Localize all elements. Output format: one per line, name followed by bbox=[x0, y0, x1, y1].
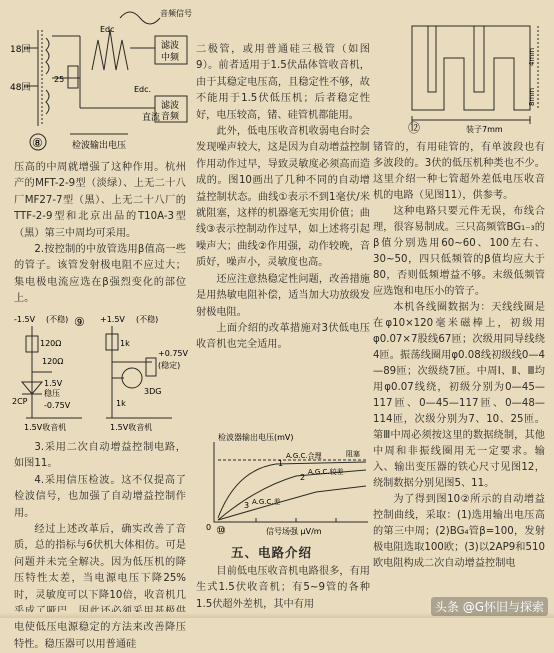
fig10-ylabel: 检波器输出电压(mV) bbox=[218, 433, 294, 442]
paragraph: 本机各线圈数据为：天线线圈是在φ10×120毫米磁棒上，初级用φ0.07×7股线67匝；次级用同导线绕4匝。振荡线圈用φ0.08线初级线0—4—89匝；次级绕7匝。中周Ⅰ、Ⅱ、Ⅲ均用φ0.07线绕，初级分别为0—45—117匝、0—45—117匝、0—48—114匝，次级分别为7、10、25匝。第Ⅲ中周必须按这里的数据绕制，其他中周和非振线圈用无一定要求。输入、输出变压器的铁心尺寸见图12，绕制数据分别见图5、11。 bbox=[373, 302, 545, 489]
fig8-dc: 直流 bbox=[142, 113, 161, 123]
figure-9-circuit-diagram bbox=[12, 312, 192, 434]
fig10-curve1: 1 bbox=[278, 459, 284, 468]
column-2-bottom bbox=[196, 564, 370, 613]
column-3 bbox=[373, 140, 545, 572]
fig9-bottom-right: 1.5V收音机 bbox=[110, 423, 153, 432]
paragraph: 锗管的，有用硅管的，有单波段也有多波段的。3伏的低压机种类也不少。这里介绍一种七管超外差低电压收音机的电路（见图11），供参考。 bbox=[373, 142, 545, 201]
column-2-top bbox=[196, 42, 370, 354]
fig9-right-note: (不稳) bbox=[136, 315, 159, 324]
fig9-left-cap2: 稳压 bbox=[44, 389, 60, 398]
paragraph: 这种电路只要元件无误，布线合理，很容易制成。三只高频管BG₁₋₃的β值分别选用60~60、100左右、30~50，四只低频管的β值均应大于80，否则低频增益不够。末级低频管应选饱和电压小的管子。 bbox=[373, 206, 545, 297]
watermark: 头条 @G怀旧与探索 bbox=[431, 597, 548, 616]
fig9-diode: 2CP bbox=[12, 397, 28, 406]
paragraph: 二极管，或用普通硅三极管（如图9）。前者适用于1.5伏晶体管收音机，由于其稳定电压高，且稳定性不够，故不能用于1.5伏低压机；后者稳定性好，电压较高，锗、硅管机都能用。 bbox=[196, 44, 370, 121]
fig12-bottom: 装子7mm bbox=[466, 125, 503, 134]
fig10-curve1-label: A.G.C.合理 bbox=[286, 452, 322, 460]
paragraph: 目前低电压收音机电路很多，有用生式1.5伏收音机；有5~9管的各种1.5伏超外差机，其中有用 bbox=[196, 566, 370, 610]
figure-8-circuit-diagram bbox=[10, 8, 195, 158]
fig8-box-mid: 中频 bbox=[161, 53, 180, 63]
agc-curve-1 bbox=[218, 462, 366, 518]
agc-curve-2 bbox=[218, 470, 366, 520]
column-1-top bbox=[14, 160, 186, 308]
fig8-box-audio2: 音频 bbox=[161, 112, 180, 122]
figure-12-core-dimensions bbox=[404, 6, 549, 134]
fig10-curve2-label: A.G.C.较差 bbox=[308, 468, 344, 476]
fig10-origin: 0 bbox=[206, 523, 212, 532]
fig8-edc2: Edc. bbox=[134, 85, 152, 94]
fig9-transistor: 3DG bbox=[144, 387, 162, 396]
fig8-number: ⑧ bbox=[32, 136, 43, 150]
fig10-xlabel: 信号场强 μV/m bbox=[266, 527, 322, 536]
fig8-audio-signal: 音频信号 bbox=[160, 9, 192, 18]
fig8-edc: Edc bbox=[100, 25, 115, 34]
fig9-right-out: +0.75V bbox=[158, 349, 188, 358]
fig9-r2: 120Ω bbox=[42, 357, 64, 366]
fig9-right-out-note: (稳定) bbox=[158, 361, 181, 370]
paragraph: 还应注意热稳定性问题，改善措施是用热敏电阻补偿，适当加大功放级发射极电阻。 bbox=[196, 273, 370, 318]
paragraph: 4.采用信压检波。这不仅提高了检波信号，也加强了自动增益控制作用。 bbox=[14, 474, 186, 519]
fig10-curve3: 3 bbox=[244, 501, 250, 510]
section-heading: 五、电路介绍 bbox=[231, 545, 313, 560]
fig8-caption: 检波输出电压 bbox=[72, 141, 127, 151]
fig8-box-filter: 滤波 bbox=[161, 41, 180, 51]
paragraph: 压高的中周就增强了这种作用。杭州产的MFT-2-9型（淡绿）、上无二十八厂MF27-7型（黑）、上无二十八厂的TTF-2-9型和北京出品的T10A-3型（黑）第三中周均可采用。 bbox=[14, 162, 186, 239]
fig10-curve3-label: A.G.C.差 bbox=[252, 498, 281, 506]
fig9-r3: 1k bbox=[120, 339, 130, 348]
fig8-label-48: 48回 bbox=[10, 83, 31, 93]
paragraph: 此外，低电压收音机收弱电台时会发现噪声较大，这是因为自动增益控制作用动作过早，导致灵敏度必须高而造成的。图10画出了几种不同的自动增益控制状态。曲线①表示不到1毫伏/米就阻塞，这样的机器毫无实用价值；曲线③表示控制动作过早，如上述将引起噪声大；曲线②作用强，动作较晚，音质好，噪声小，灵敏度也高。 bbox=[196, 126, 370, 269]
column-1-bottom bbox=[14, 440, 186, 653]
fig9-right-voltage: +1.5V bbox=[100, 315, 125, 324]
fig8-label-25: 25 bbox=[54, 75, 65, 84]
paragraph: 上面介绍的改革措施对3伏低电压收音机也完全适用。 bbox=[196, 322, 370, 351]
fig9-left-note: (不稳) bbox=[46, 315, 69, 324]
fig8-label-18: 18回 bbox=[10, 45, 31, 55]
paragraph: 2.按控制的中放管选用β值高一些的管子。该管发射极电阻不应过大；集电极电流应选在β强烈变化的部位上。 bbox=[14, 244, 186, 305]
fig9-left-cap: 1.5V bbox=[44, 379, 63, 388]
fig9-left-dev: -0.75V bbox=[44, 401, 71, 410]
paragraph: 经过上述改革后，确实改善了音质，总的指标与6伏机大体相仿。可是问题并未完全解决。因为低压机的降压特性太差，当电源电压下降25%时，灵敏度可以下降10倍，收音机几 电使低压电源稳定的方法来改善降压特性。稳压器可以用普通硅 bbox=[14, 524, 186, 650]
fig8-box-filter2: 滤波 bbox=[161, 101, 180, 111]
fig9-bottom-left: 1.5V收音机 bbox=[24, 423, 67, 432]
paragraph: 为了得到图10②所示的自动增益控制曲线，采取：(1)选用输出电压高的第三中周；(2)BG₄管β=100，发射极电阻选取100欧；(3)以2AP9和510欧电阻构成二次自动增益控制电 bbox=[373, 494, 545, 569]
fig10-curve2: 2 bbox=[300, 473, 306, 482]
fig9-r4: 1k bbox=[116, 399, 126, 408]
fig12-scale-b: 8mm bbox=[528, 87, 536, 106]
fig12-number: ⑫ bbox=[408, 121, 421, 134]
fig9-r1: 120Ω bbox=[40, 339, 62, 348]
fig12-scale-a: 4mm bbox=[528, 47, 536, 66]
paragraph: 3.采用二次自动增益控制电路，如图11。 bbox=[14, 442, 186, 470]
figure-10-agc-chart bbox=[196, 430, 372, 538]
fig9-left-voltage: -1.5V bbox=[14, 315, 36, 324]
fig9-number: ⑨ bbox=[74, 315, 85, 329]
fig10-bars-label: 阻塞 bbox=[346, 450, 360, 458]
fig10-number: ⑩ bbox=[216, 524, 226, 537]
